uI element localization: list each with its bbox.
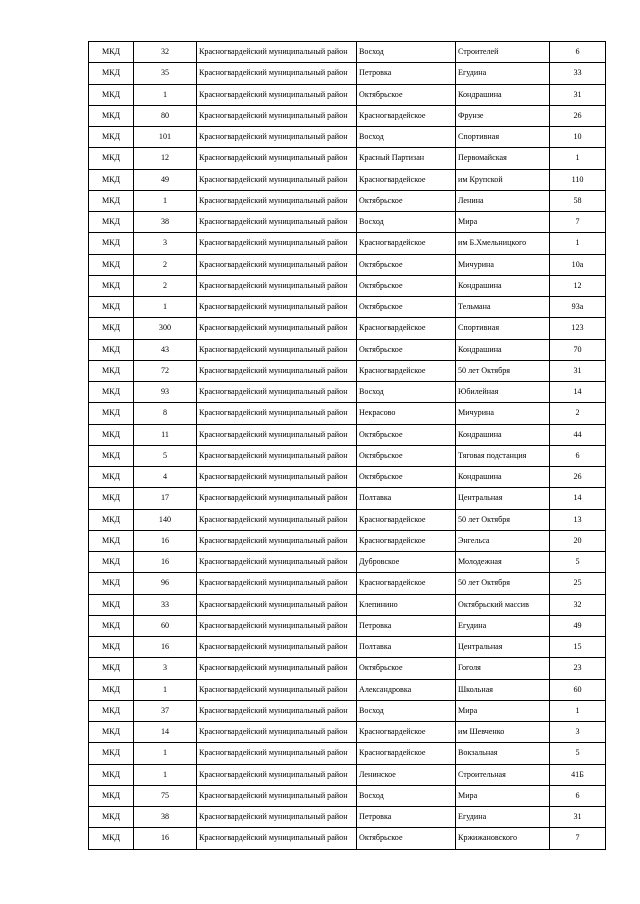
building-type-cell: МКД <box>89 722 134 743</box>
building-type-cell: МКД <box>89 297 134 318</box>
house-number-cell: 60 <box>550 679 606 700</box>
house-number-cell: 31 <box>550 807 606 828</box>
house-number-cell: 26 <box>550 105 606 126</box>
table-row <box>89 488 606 509</box>
table-row <box>89 785 606 806</box>
building-type-cell: МКД <box>89 679 134 700</box>
building-type-cell: МКД <box>89 615 134 636</box>
table-row <box>89 148 606 169</box>
street-cell: Строителей <box>456 42 550 63</box>
district-cell: Красногвардейский муниципальный район <box>197 615 357 636</box>
settlement-cell: Октябрьское <box>357 467 456 488</box>
count-cell: 8 <box>134 403 197 424</box>
settlement-cell: Октябрьское <box>357 254 456 275</box>
count-cell: 1 <box>134 743 197 764</box>
district-cell: Красногвардейский муниципальный район <box>197 233 357 254</box>
street-cell: Кондрашина <box>456 339 550 360</box>
house-number-cell: 20 <box>550 530 606 551</box>
count-cell: 11 <box>134 424 197 445</box>
settlement-cell: Красногвардейское <box>357 318 456 339</box>
street-cell: Мичурина <box>456 403 550 424</box>
settlement-cell: Петровка <box>357 807 456 828</box>
table-row <box>89 212 606 233</box>
settlement-cell: Некрасово <box>357 403 456 424</box>
district-cell: Красногвардейский муниципальный район <box>197 743 357 764</box>
housing-registry-table <box>88 41 606 850</box>
street-cell: Мира <box>456 700 550 721</box>
settlement-cell: Дубровское <box>357 552 456 573</box>
district-cell: Красногвардейский муниципальный район <box>197 467 357 488</box>
table-row <box>89 318 606 339</box>
district-cell: Красногвардейский муниципальный район <box>197 573 357 594</box>
settlement-cell: Клепинино <box>357 594 456 615</box>
table-row <box>89 339 606 360</box>
settlement-cell: Красногвардейское <box>357 169 456 190</box>
district-cell: Красногвардейский муниципальный район <box>197 445 357 466</box>
street-cell: Кондрашина <box>456 275 550 296</box>
street-cell: Спортивная <box>456 318 550 339</box>
count-cell: 72 <box>134 360 197 381</box>
house-number-cell: 1 <box>550 148 606 169</box>
table-row <box>89 467 606 488</box>
street-cell: Кондрашина <box>456 84 550 105</box>
house-number-cell: 6 <box>550 785 606 806</box>
settlement-cell: Красногвардейское <box>357 233 456 254</box>
count-cell: 12 <box>134 148 197 169</box>
count-cell: 35 <box>134 63 197 84</box>
house-number-cell: 2 <box>550 403 606 424</box>
settlement-cell: Восход <box>357 127 456 148</box>
building-type-cell: МКД <box>89 275 134 296</box>
building-type-cell: МКД <box>89 552 134 573</box>
street-cell: Октябрьский массив <box>456 594 550 615</box>
table-row <box>89 424 606 445</box>
table-row <box>89 615 606 636</box>
building-type-cell: МКД <box>89 488 134 509</box>
table-body <box>89 42 606 850</box>
street-cell: Тельмана <box>456 297 550 318</box>
building-type-cell: МКД <box>89 573 134 594</box>
house-number-cell: 49 <box>550 615 606 636</box>
house-number-cell: 13 <box>550 509 606 530</box>
district-cell: Красногвардейский муниципальный район <box>197 254 357 275</box>
settlement-cell: Октябрьское <box>357 339 456 360</box>
street-cell: Кондрашина <box>456 424 550 445</box>
district-cell: Красногвардейский муниципальный район <box>197 382 357 403</box>
building-type-cell: МКД <box>89 658 134 679</box>
district-cell: Красногвардейский муниципальный район <box>197 127 357 148</box>
settlement-cell: Восход <box>357 700 456 721</box>
building-type-cell: МКД <box>89 212 134 233</box>
house-number-cell: 12 <box>550 275 606 296</box>
table-row <box>89 530 606 551</box>
settlement-cell: Красногвардейское <box>357 743 456 764</box>
house-number-cell: 44 <box>550 424 606 445</box>
table-row <box>89 509 606 530</box>
count-cell: 2 <box>134 275 197 296</box>
settlement-cell: Восход <box>357 212 456 233</box>
house-number-cell: 3 <box>550 722 606 743</box>
table-row <box>89 658 606 679</box>
house-number-cell: 14 <box>550 382 606 403</box>
count-cell: 3 <box>134 658 197 679</box>
house-number-cell: 1 <box>550 233 606 254</box>
building-type-cell: МКД <box>89 785 134 806</box>
district-cell: Красногвардейский муниципальный район <box>197 700 357 721</box>
street-cell: Гоголя <box>456 658 550 679</box>
count-cell: 37 <box>134 700 197 721</box>
settlement-cell: Красногвардейское <box>357 573 456 594</box>
count-cell: 1 <box>134 679 197 700</box>
count-cell: 75 <box>134 785 197 806</box>
count-cell: 1 <box>134 764 197 785</box>
building-type-cell: МКД <box>89 190 134 211</box>
street-cell: Вокзальная <box>456 743 550 764</box>
building-type-cell: МКД <box>89 700 134 721</box>
building-type-cell: МКД <box>89 105 134 126</box>
house-number-cell: 25 <box>550 573 606 594</box>
house-number-cell: 23 <box>550 658 606 679</box>
table-row <box>89 637 606 658</box>
street-cell: им Крупской <box>456 169 550 190</box>
house-number-cell: 41Б <box>550 764 606 785</box>
table-row <box>89 679 606 700</box>
street-cell: 50 лет Октября <box>456 509 550 530</box>
house-number-cell: 32 <box>550 594 606 615</box>
building-type-cell: МКД <box>89 445 134 466</box>
house-number-cell: 70 <box>550 339 606 360</box>
settlement-cell: Октябрьское <box>357 297 456 318</box>
district-cell: Красногвардейский муниципальный район <box>197 360 357 381</box>
table-row <box>89 382 606 403</box>
settlement-cell: Октябрьское <box>357 658 456 679</box>
building-type-cell: МКД <box>89 403 134 424</box>
table-row <box>89 594 606 615</box>
count-cell: 38 <box>134 807 197 828</box>
house-number-cell: 33 <box>550 63 606 84</box>
street-cell: Мира <box>456 785 550 806</box>
house-number-cell: 7 <box>550 828 606 849</box>
table-row <box>89 63 606 84</box>
district-cell: Красногвардейский муниципальный район <box>197 403 357 424</box>
building-type-cell: МКД <box>89 84 134 105</box>
table-row <box>89 127 606 148</box>
street-cell: Фрунзе <box>456 105 550 126</box>
count-cell: 1 <box>134 84 197 105</box>
table-row <box>89 573 606 594</box>
district-cell: Красногвардейский муниципальный район <box>197 637 357 658</box>
settlement-cell: Восход <box>357 42 456 63</box>
building-type-cell: МКД <box>89 339 134 360</box>
street-cell: Егудина <box>456 807 550 828</box>
street-cell: Спортивная <box>456 127 550 148</box>
district-cell: Красногвардейский муниципальный район <box>197 339 357 360</box>
count-cell: 80 <box>134 105 197 126</box>
settlement-cell: Красногвардейское <box>357 530 456 551</box>
house-number-cell: 58 <box>550 190 606 211</box>
house-number-cell: 123 <box>550 318 606 339</box>
house-number-cell: 5 <box>550 552 606 573</box>
building-type-cell: МКД <box>89 169 134 190</box>
table-row <box>89 275 606 296</box>
count-cell: 49 <box>134 169 197 190</box>
settlement-cell: Октябрьское <box>357 424 456 445</box>
settlement-cell: Октябрьское <box>357 828 456 849</box>
table-row <box>89 828 606 849</box>
count-cell: 14 <box>134 722 197 743</box>
house-number-cell: 10а <box>550 254 606 275</box>
count-cell: 2 <box>134 254 197 275</box>
house-number-cell: 15 <box>550 637 606 658</box>
building-type-cell: МКД <box>89 530 134 551</box>
district-cell: Красногвардейский муниципальный район <box>197 594 357 615</box>
settlement-cell: Октябрьское <box>357 275 456 296</box>
street-cell: Строительная <box>456 764 550 785</box>
house-number-cell: 110 <box>550 169 606 190</box>
district-cell: Красногвардейский муниципальный район <box>197 424 357 445</box>
street-cell: Егудина <box>456 615 550 636</box>
house-number-cell: 93а <box>550 297 606 318</box>
district-cell: Красногвардейский муниципальный район <box>197 105 357 126</box>
street-cell: Юбилейная <box>456 382 550 403</box>
district-cell: Красногвардейский муниципальный район <box>197 722 357 743</box>
house-number-cell: 31 <box>550 360 606 381</box>
building-type-cell: МКД <box>89 382 134 403</box>
count-cell: 16 <box>134 530 197 551</box>
building-type-cell: МКД <box>89 764 134 785</box>
table-row <box>89 403 606 424</box>
street-cell: им Б.Хмельницкого <box>456 233 550 254</box>
table-row <box>89 84 606 105</box>
building-type-cell: МКД <box>89 637 134 658</box>
count-cell: 101 <box>134 127 197 148</box>
count-cell: 3 <box>134 233 197 254</box>
building-type-cell: МКД <box>89 42 134 63</box>
building-type-cell: МКД <box>89 828 134 849</box>
building-type-cell: МКД <box>89 127 134 148</box>
table-row <box>89 552 606 573</box>
building-type-cell: МКД <box>89 360 134 381</box>
count-cell: 32 <box>134 42 197 63</box>
table-row <box>89 764 606 785</box>
settlement-cell: Восход <box>357 382 456 403</box>
count-cell: 96 <box>134 573 197 594</box>
street-cell: Центральная <box>456 488 550 509</box>
building-type-cell: МКД <box>89 594 134 615</box>
table-row <box>89 190 606 211</box>
count-cell: 16 <box>134 552 197 573</box>
settlement-cell: Октябрьское <box>357 445 456 466</box>
settlement-cell: Восход <box>357 785 456 806</box>
settlement-cell: Петровка <box>357 63 456 84</box>
street-cell: Молодежная <box>456 552 550 573</box>
building-type-cell: МКД <box>89 318 134 339</box>
count-cell: 33 <box>134 594 197 615</box>
count-cell: 43 <box>134 339 197 360</box>
street-cell: им Шевченко <box>456 722 550 743</box>
count-cell: 16 <box>134 828 197 849</box>
table-row <box>89 233 606 254</box>
district-cell: Красногвардейский муниципальный район <box>197 807 357 828</box>
settlement-cell: Красногвардейское <box>357 105 456 126</box>
street-cell: Энгельса <box>456 530 550 551</box>
district-cell: Красногвардейский муниципальный район <box>197 509 357 530</box>
count-cell: 1 <box>134 297 197 318</box>
street-cell: Мира <box>456 212 550 233</box>
count-cell: 60 <box>134 615 197 636</box>
district-cell: Красногвардейский муниципальный район <box>197 318 357 339</box>
district-cell: Красногвардейский муниципальный район <box>197 148 357 169</box>
table-row <box>89 105 606 126</box>
street-cell: 50 лет Октября <box>456 360 550 381</box>
table-row <box>89 445 606 466</box>
district-cell: Красногвардейский муниципальный район <box>197 297 357 318</box>
settlement-cell: Красногвардейское <box>357 722 456 743</box>
table-row <box>89 700 606 721</box>
settlement-cell: Октябрьское <box>357 84 456 105</box>
settlement-cell: Красногвардейское <box>357 509 456 530</box>
table-row <box>89 722 606 743</box>
street-cell: Школьная <box>456 679 550 700</box>
district-cell: Красногвардейский муниципальный район <box>197 764 357 785</box>
table-row <box>89 254 606 275</box>
house-number-cell: 1 <box>550 700 606 721</box>
district-cell: Красногвардейский муниципальный район <box>197 63 357 84</box>
table-row <box>89 360 606 381</box>
street-cell: Ленина <box>456 190 550 211</box>
district-cell: Красногвардейский муниципальный район <box>197 679 357 700</box>
count-cell: 17 <box>134 488 197 509</box>
count-cell: 93 <box>134 382 197 403</box>
district-cell: Красногвардейский муниципальный район <box>197 658 357 679</box>
count-cell: 16 <box>134 637 197 658</box>
settlement-cell: Красногвардейское <box>357 360 456 381</box>
building-type-cell: МКД <box>89 63 134 84</box>
house-number-cell: 7 <box>550 212 606 233</box>
building-type-cell: МКД <box>89 233 134 254</box>
settlement-cell: Октябрьское <box>357 190 456 211</box>
street-cell: Первомайская <box>456 148 550 169</box>
count-cell: 5 <box>134 445 197 466</box>
district-cell: Красногвардейский муниципальный район <box>197 190 357 211</box>
settlement-cell: Петровка <box>357 615 456 636</box>
street-cell: Егудина <box>456 63 550 84</box>
settlement-cell: Ленинское <box>357 764 456 785</box>
count-cell: 4 <box>134 467 197 488</box>
district-cell: Красногвардейский муниципальный район <box>197 488 357 509</box>
building-type-cell: МКД <box>89 743 134 764</box>
house-number-cell: 6 <box>550 445 606 466</box>
district-cell: Красногвардейский муниципальный район <box>197 828 357 849</box>
street-cell: Центральная <box>456 637 550 658</box>
house-number-cell: 26 <box>550 467 606 488</box>
settlement-cell: Красный Партизан <box>357 148 456 169</box>
district-cell: Красногвардейский муниципальный район <box>197 552 357 573</box>
count-cell: 140 <box>134 509 197 530</box>
table-row <box>89 743 606 764</box>
district-cell: Красногвардейский муниципальный район <box>197 84 357 105</box>
street-cell: Тяговая подстанция <box>456 445 550 466</box>
building-type-cell: МКД <box>89 424 134 445</box>
table-row <box>89 807 606 828</box>
house-number-cell: 14 <box>550 488 606 509</box>
settlement-cell: Александровка <box>357 679 456 700</box>
building-type-cell: МКД <box>89 148 134 169</box>
district-cell: Красногвардейский муниципальный район <box>197 42 357 63</box>
district-cell: Красногвардейский муниципальный район <box>197 530 357 551</box>
house-number-cell: 10 <box>550 127 606 148</box>
street-cell: Кржижановского <box>456 828 550 849</box>
table-row <box>89 169 606 190</box>
table-row <box>89 297 606 318</box>
district-cell: Красногвардейский муниципальный район <box>197 212 357 233</box>
house-number-cell: 6 <box>550 42 606 63</box>
building-type-cell: МКД <box>89 467 134 488</box>
table-row <box>89 42 606 63</box>
count-cell: 1 <box>134 190 197 211</box>
street-cell: Кондрашина <box>456 467 550 488</box>
district-cell: Красногвардейский муниципальный район <box>197 169 357 190</box>
building-type-cell: МКД <box>89 509 134 530</box>
settlement-cell: Полтавка <box>357 488 456 509</box>
district-cell: Красногвардейский муниципальный район <box>197 785 357 806</box>
building-type-cell: МКД <box>89 254 134 275</box>
building-type-cell: МКД <box>89 807 134 828</box>
street-cell: 50 лет Октября <box>456 573 550 594</box>
district-cell: Красногвардейский муниципальный район <box>197 275 357 296</box>
house-number-cell: 31 <box>550 84 606 105</box>
count-cell: 38 <box>134 212 197 233</box>
settlement-cell: Полтавка <box>357 637 456 658</box>
count-cell: 300 <box>134 318 197 339</box>
street-cell: Мичурина <box>456 254 550 275</box>
house-number-cell: 5 <box>550 743 606 764</box>
